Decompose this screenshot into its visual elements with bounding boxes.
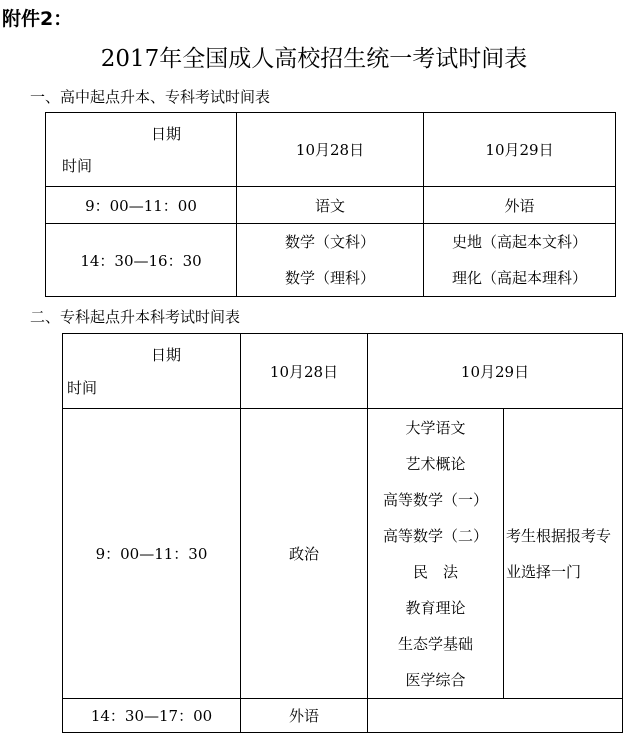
subject-line: 数学（理科） xyxy=(284,269,375,287)
day1-header: 10月28日 xyxy=(241,334,368,409)
date-label: 日期 xyxy=(151,125,182,143)
subject-cell: 政治 xyxy=(241,409,368,699)
time-slot: 14：30—17：00 xyxy=(63,699,241,733)
day2-header: 10月29日 xyxy=(424,113,616,187)
time-slot: 9：00—11：00 xyxy=(46,187,237,224)
subject-line: 高等数学（二） xyxy=(382,526,488,545)
empty-cell xyxy=(368,699,623,733)
subject-list-cell xyxy=(368,409,504,699)
day1-header: 10月28日 xyxy=(237,113,424,187)
schedule-table-2 xyxy=(62,333,623,733)
subject-cell: 外语 xyxy=(241,699,368,733)
subject-cell: 语文 xyxy=(237,187,424,224)
note-line: 业选择一门 xyxy=(506,562,582,581)
time-label: 时间 xyxy=(67,379,98,397)
subject-line: 理化（高起本理科） xyxy=(451,269,587,287)
header-date-time-cell xyxy=(63,334,241,409)
page-title: 2017年全国成人高校招生统一考试时间表 xyxy=(100,46,528,72)
subject-cell: 外语 xyxy=(424,187,616,224)
subject-line: 医学综合 xyxy=(405,670,466,689)
time-slot: 9：00—11：30 xyxy=(63,409,241,699)
time-label: 时间 xyxy=(62,157,93,175)
attachment-label: 附件2： xyxy=(2,8,73,30)
subject-cell xyxy=(424,224,616,297)
date-label: 日期 xyxy=(151,346,182,364)
subject-line: 数学（文科） xyxy=(284,233,375,251)
day2-header: 10月29日 xyxy=(368,334,623,409)
subject-cell xyxy=(237,224,424,297)
subject-line: 大学语文 xyxy=(405,418,466,437)
note-line: 考生根据报考专 xyxy=(506,526,612,545)
time-slot: 14：30—16：30 xyxy=(46,224,237,297)
subject-line: 教育理论 xyxy=(405,598,466,617)
subject-line: 史地（高起本文科） xyxy=(451,233,587,251)
section1-heading: 一、高中起点升本、专科考试时间表 xyxy=(30,88,271,106)
subject-line: 高等数学（一） xyxy=(382,490,488,509)
note-cell xyxy=(504,409,623,699)
subject-line: 生态学基础 xyxy=(397,634,473,653)
subject-line: 民 法 xyxy=(412,562,458,581)
schedule-table-1 xyxy=(45,112,616,297)
header-date-time-cell xyxy=(46,113,237,187)
subject-line: 艺术概论 xyxy=(405,454,466,473)
section2-heading: 二、专科起点升本科考试时间表 xyxy=(30,308,241,326)
